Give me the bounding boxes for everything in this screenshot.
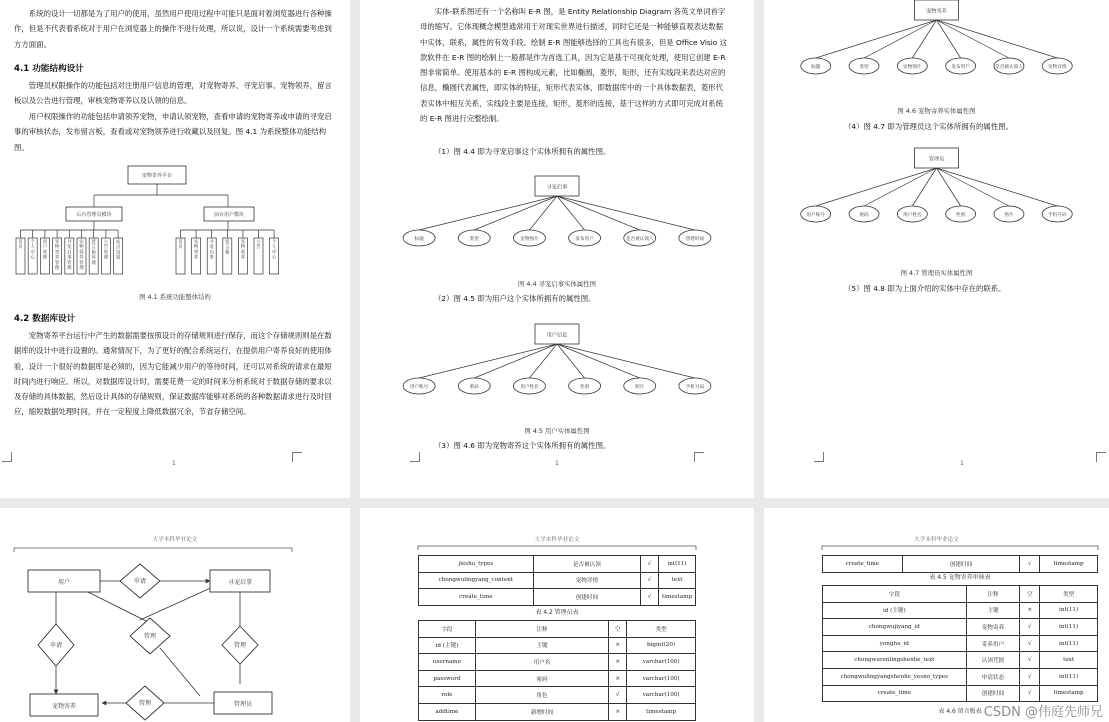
- entity-label: 寻宠启事: [546, 184, 568, 191]
- lost-pet-entity-label: 寻宠启事: [227, 579, 253, 586]
- attribute-label: 宠物详情: [1048, 65, 1067, 70]
- table-cell: create_time: [823, 556, 903, 573]
- admin-attribute-diagram: [764, 148, 1109, 228]
- entity-label: 管理员: [928, 156, 945, 163]
- attribute-label: 发布用户: [951, 65, 970, 70]
- table-4-2-caption: 表 4.2 管理员表: [535, 609, 579, 616]
- table-cell: ×: [609, 637, 627, 654]
- table-cell: text: [659, 572, 696, 589]
- attribute-link: [816, 168, 937, 206]
- admin-module-box-label: 后台管理员模块: [76, 212, 112, 218]
- table-cell: role: [419, 687, 476, 704]
- user-function-paragraph: 用户权限操作的功能包括申请领养宠物，申请认领宠物，查看申请的宠物寄养或申请的寻宠启事的审核状态，发布留言板，查看或对宠物领养进行收藏以及回复。图 4.1 为系统整体功能结构图。: [14, 112, 332, 152]
- table-cell: ×: [609, 670, 627, 687]
- table-cell: 密码: [475, 670, 608, 687]
- table-cell: text: [1040, 652, 1098, 669]
- table-row: [823, 586, 1098, 603]
- user-leaf-label: 宠物领养: [240, 240, 246, 261]
- intro-paragraph: 系统的设计一切都是为了用户的使用，虽然用户使用过程中可能只是面对着浏览器进行各种操作，但是不代表着系统对于用户在浏览器上的操作不进行处理，所以说，设计一个系统需要考虑到方方面面。: [14, 9, 332, 49]
- table-cell: 宠物详情: [533, 572, 640, 589]
- table-cell: 宠物寄养: [966, 619, 1020, 636]
- admin-leaf-label: 用户管理: [42, 240, 48, 261]
- attribute-label: 用户姓名: [903, 213, 922, 218]
- attribute-link: [864, 168, 936, 206]
- table-cell: 类型: [627, 621, 696, 638]
- table-cell: int(11): [1040, 668, 1098, 685]
- admin-leaf-label: 留言板管理: [91, 240, 96, 266]
- table-cell: √: [1020, 668, 1040, 685]
- previous-table-tail: [822, 555, 1098, 573]
- user-attribute-diagram: [360, 324, 754, 404]
- attribute-link: [937, 168, 1058, 206]
- table-row: [823, 619, 1098, 636]
- function-structure-diagram: [0, 160, 350, 280]
- table-cell: √: [641, 589, 659, 606]
- root-box-label: 宠物寄养平台: [141, 173, 173, 179]
- admin-leaf-label: 宠物寄养管理: [54, 240, 60, 271]
- user-leaf-label: 首页: [178, 240, 183, 251]
- table-cell: 空: [609, 621, 627, 638]
- table-row: [419, 589, 696, 606]
- attribute-label: 宠物图片: [903, 65, 922, 70]
- item-5: （5）图 4.8 即为上面介绍的实体中存在的联系。: [844, 284, 1006, 293]
- attribute-link: [529, 344, 557, 378]
- table-cell: chongwujiyang_id: [823, 619, 967, 636]
- attribute-label: 性别: [956, 213, 966, 218]
- user-module-box-label: 前台用户模块: [213, 212, 245, 218]
- table-row: [419, 621, 696, 638]
- table-cell: ×: [1020, 602, 1040, 619]
- attribute-link: [816, 20, 937, 58]
- table-row: [419, 703, 696, 720]
- table-cell: 空: [1020, 586, 1040, 603]
- figure-4-6-caption: 图 4.6 宠物寄养实体属性图: [897, 107, 976, 115]
- item-1: （1）图 4.4 即为寻宠启事这个实体所拥有的属性图。: [434, 147, 611, 156]
- attribute-label: 发布用户: [575, 237, 594, 242]
- section-heading-4-2: 4.2 数据库设计: [14, 314, 76, 324]
- document-page-3: [764, 0, 1109, 498]
- table-row: [419, 670, 696, 687]
- pet-foster-attribute-diagram: [764, 0, 1109, 80]
- table-cell: 认领凭据: [966, 652, 1020, 669]
- user-leaf-label: 宠物寄养: [193, 240, 199, 261]
- attribute-link: [557, 344, 695, 378]
- table-cell: 用户名: [475, 654, 608, 671]
- table-cell: 类型: [1040, 586, 1098, 603]
- table-cell: 注释: [475, 621, 608, 638]
- table-cell: 主键: [475, 637, 608, 654]
- table-cell: 角色: [475, 687, 608, 704]
- table-cell: 是否被认领: [533, 556, 640, 573]
- admin-leaf-label: 寻宠启事管理: [67, 240, 72, 271]
- item-2: （2）图 4.5 即为用户这个实体所拥有的属性图。: [434, 294, 596, 303]
- admin-leaf-label: 公告管理: [103, 240, 109, 261]
- document-page-6: [764, 508, 1109, 722]
- table-cell: int(11): [1040, 619, 1098, 636]
- document-page-5: [360, 508, 754, 722]
- table-row: [419, 556, 696, 573]
- table-cell: 创建时间: [966, 685, 1020, 702]
- item-4: （4）图 4.7 即为管理员这个实体所拥有的属性图。: [844, 122, 1013, 131]
- page-header: 大学本科毕业论文: [534, 537, 580, 543]
- foster-entity-label: 宠物寄养: [51, 703, 77, 710]
- page-number: 1: [555, 460, 559, 467]
- manage-label-2: 管理: [233, 642, 247, 649]
- figure-4-4-caption: 图 4.4 寻宠启事实体属性图: [517, 280, 597, 288]
- user-leaf-label: 公告: [256, 240, 261, 251]
- entity-label: 宠物寄养: [926, 8, 947, 15]
- attribute-link: [937, 20, 961, 58]
- table-cell: timestamp: [1040, 556, 1098, 573]
- table-row: [823, 602, 1098, 619]
- attribute-link: [557, 196, 695, 230]
- table-cell: username: [419, 654, 476, 671]
- table-cell: create_time: [823, 685, 967, 702]
- page-number: 1: [960, 460, 964, 467]
- table-cell: jieshu_types: [419, 556, 534, 573]
- attribute-link: [557, 344, 585, 378]
- figure-4-1-caption: 图 4.1 系统功能整体结构: [139, 293, 211, 301]
- admin-leaf-label: 首页: [18, 240, 23, 251]
- crop-mark: [814, 452, 824, 462]
- manage-label-3: 管理: [138, 700, 152, 707]
- table-row: [823, 556, 1098, 573]
- previous-table-tail: [418, 555, 696, 606]
- attribute-label: 用户姓名: [520, 385, 539, 390]
- attribute-link: [937, 168, 1009, 206]
- table-cell: bigint(20): [627, 637, 696, 654]
- table-4-5-caption: 表 4.5 宠物寄养审核表: [929, 574, 991, 581]
- table-cell: 主键: [966, 602, 1020, 619]
- er-relationship-diagram: [0, 556, 350, 722]
- table-cell: chongwulingyangshenhe_yesno_types: [823, 668, 967, 685]
- crop-mark: [410, 452, 420, 462]
- table-cell: timestamp: [1040, 685, 1098, 702]
- table-row: [419, 572, 696, 589]
- table-cell: 新增时间: [475, 703, 608, 720]
- attribute-label: 手机号码: [1048, 213, 1067, 218]
- document-page-4: [0, 508, 350, 722]
- entity-label: 用户信息: [546, 332, 568, 339]
- attribute-label: 密码: [859, 213, 869, 218]
- attribute-label: 照片: [635, 385, 645, 390]
- table-cell: timestamp: [659, 589, 696, 606]
- attribute-label: 是否被认领人: [995, 65, 1023, 70]
- table-row: [419, 654, 696, 671]
- apply-label-1: 申请: [133, 578, 147, 585]
- table-cell: yonghu_id: [823, 635, 967, 652]
- attribute-label: 标题: [414, 237, 424, 242]
- table-cell: √: [609, 687, 627, 704]
- table-cell: int(11): [1040, 635, 1098, 652]
- table-cell: id (主键): [823, 602, 967, 619]
- attribute-label: 性别: [579, 385, 590, 390]
- table-cell: √: [1020, 652, 1040, 669]
- table-cell: timestamp: [627, 703, 696, 720]
- user-entity-label: 用户: [57, 579, 71, 586]
- table-cell: 字段: [419, 621, 476, 638]
- table-row: [823, 635, 1098, 652]
- table-cell: chongwulingyang_content: [419, 572, 534, 589]
- user-leaf-label: 个人中心: [271, 240, 277, 261]
- attribute-link: [937, 168, 961, 206]
- section-heading-4-1: 4.1 功能结构设计: [14, 64, 84, 74]
- table-row: [823, 668, 1098, 685]
- user-leaf-label: 留言板: [225, 240, 230, 256]
- attribute-label: 照片: [1004, 213, 1014, 218]
- table-row: [419, 687, 696, 704]
- crop-mark: [694, 452, 704, 462]
- table-cell: 创建时间: [533, 589, 640, 606]
- lost-pet-attribute-diagram: [360, 176, 754, 256]
- table-cell: 字段: [823, 586, 967, 603]
- admin-leaf-label: 个人中心: [30, 240, 35, 261]
- attribute-label: 是否被认领人: [625, 237, 654, 242]
- table-cell: create_time: [419, 589, 534, 606]
- table-cell: chongwurenlingshenhe_text: [823, 652, 967, 669]
- item-3: （3）图 4.6 即为宠物寄养这个实体所拥有的属性图。: [434, 441, 611, 450]
- table-row: [823, 652, 1098, 669]
- crop-mark: [2, 452, 12, 462]
- attribute-link: [912, 20, 936, 58]
- watermark: CSDN @伟庭先师兄: [983, 705, 1103, 720]
- attribute-link: [864, 20, 936, 58]
- attribute-label: 手机号码: [685, 385, 705, 390]
- attribute-link: [419, 196, 557, 230]
- table-cell: addtime: [419, 703, 476, 720]
- table-4-6-caption: 表 4.6 留言板表: [938, 708, 982, 715]
- table-cell: ×: [609, 654, 627, 671]
- manage-label-1: 管理: [143, 633, 157, 640]
- crop-mark: [292, 452, 302, 462]
- attribute-link: [912, 168, 936, 206]
- figure-4-5-caption: 图 4.5 用户实体属性图: [524, 427, 590, 435]
- table-cell: 创建时间: [902, 556, 1019, 573]
- document-page-1: [0, 0, 350, 498]
- table-cell: √: [1020, 556, 1040, 573]
- foster-review-table: [822, 585, 1098, 702]
- table-cell: 注释: [966, 586, 1020, 603]
- header-rule: [764, 540, 1109, 556]
- figure-4-7-caption: 图 4.7 管理员实体属性图: [900, 269, 973, 277]
- table-cell: √: [1020, 635, 1040, 652]
- attribute-link: [419, 344, 557, 378]
- table-cell: √: [1020, 619, 1040, 636]
- attribute-label: 宠物图片: [520, 237, 539, 242]
- crop-mark: [1096, 452, 1106, 462]
- admin-table: [418, 620, 696, 721]
- table-cell: int(11): [1040, 602, 1098, 619]
- attribute-label: 类型: [859, 65, 869, 70]
- attribute-label: 创建时间: [685, 237, 705, 242]
- page-header: 大学本科毕业论文: [152, 537, 198, 543]
- attribute-label: 用户账号: [409, 385, 429, 390]
- page-number: 1: [172, 460, 176, 467]
- attribute-link: [937, 20, 1058, 58]
- database-design-paragraph: 宠物寄养平台运行中产生的数据需要按照设计的存储规则进行保存，而这个存储规则则是在数据库的设计中进行设置的。通常情况下，为了更好的配合系统运行，在提供用户寄养良好的使用体验，设计一个很好的数据库是必须的，因为它能减少用户的等待时间，还可以对系统的请求在最短时间内进行响应。所以，对数据库设计时，需要花费一定的时间来分析系统对于数据存储的要求以及存储的具体数据，然后设计具体的存储规则，保证数据库能够对系统的各种数据请求进行及时回应，缩短数据处理时间，并在一定程度上降低数据冗余，节省存储空间。: [14, 331, 332, 417]
- admin-leaf-label: 宠物领养管理: [79, 240, 84, 271]
- user-leaf-label: 寻宠启事: [209, 240, 214, 261]
- table-cell: varchar(100): [627, 670, 696, 687]
- table-cell: password: [419, 670, 476, 687]
- header-rule: [360, 540, 754, 556]
- attribute-label: 用户账号: [806, 213, 825, 218]
- table-cell: ×: [609, 703, 627, 720]
- table-cell: √: [641, 572, 659, 589]
- attribute-link: [557, 196, 585, 230]
- page-header: 大学本科毕业论文: [914, 537, 959, 543]
- attribute-link: [937, 20, 1009, 58]
- attribute-label: 标题: [811, 65, 821, 70]
- document-page-2: [360, 0, 754, 498]
- table-cell: int(11): [659, 556, 696, 573]
- admin-leaf-label: 站点设置: [115, 240, 121, 261]
- table-row: [823, 685, 1098, 702]
- attribute-label: 密码: [469, 385, 479, 390]
- admin-entity-label: 管理员: [233, 701, 253, 708]
- attribute-label: 类型: [469, 237, 479, 242]
- er-intro-paragraph: 实体-联系图还有一个名称叫 E-R 图，是 Entity Relationship Diagram 各英文单词首字母的缩写。它体现概念模型通常用于对现实世界进行描述，同时它还是一种能够直观表达数据中实体，联系，属性的有效手段。绘制 E-R 图能够选择的工具也有很多，但是 Office Visio 这款软件在 E-R 图的绘制上一般都是作为首选工具，因为它是基于可视化处理，使用它创建 E-R 图非常简单。使用基本的 E-R 图构成元素，比如椭圆，菱形，矩形，还有实线段来表达对应的信息，椭圆代表属性，即实体的特征，矩形代表实体，即数据库中的一个具体数据表，菱形代表实体中相互关系，实线段主要是连接，矩形，菱形的连接，基于这样的方式即可完成对系统的 E-R 图进行完整绘制。: [420, 7, 728, 124]
- attribute-link: [529, 196, 557, 230]
- table-cell: varchar(100): [627, 687, 696, 704]
- table-cell: √: [641, 556, 659, 573]
- table-cell: 寄养用户: [966, 635, 1020, 652]
- table-cell: √: [1020, 685, 1040, 702]
- admin-function-paragraph: 管理员权限操作的功能包括对注册用户信息的管理，对宠物寄养、寻宠启事、宠物领养，留言板以及公告进行管理，审核宠物寄养以及认领的信息。: [14, 81, 332, 106]
- table-cell: varchar(100): [627, 654, 696, 671]
- table-row: [419, 637, 696, 654]
- table-cell: 申请状态: [966, 668, 1020, 685]
- apply-label-2: 申请: [49, 642, 63, 649]
- table-cell: id (主键): [419, 637, 476, 654]
